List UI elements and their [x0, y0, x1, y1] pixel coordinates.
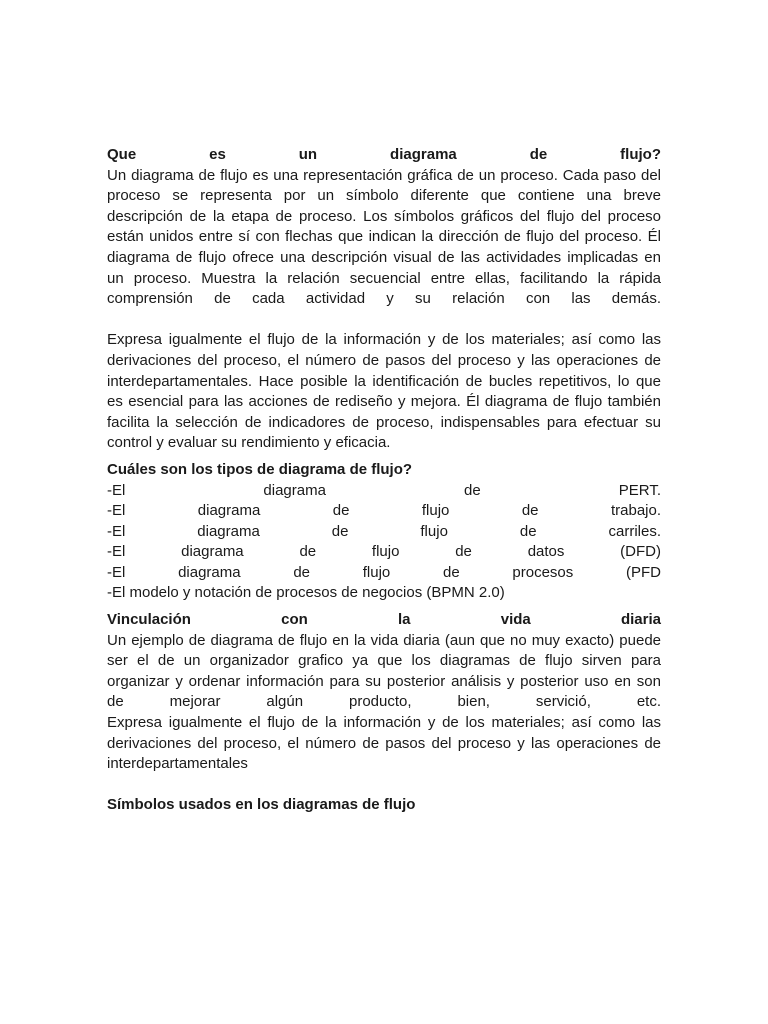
text-line: un proceso. Muestra la relación secuencial entre ellas, facilitando la rápida	[107, 269, 661, 287]
text-line: control y evaluar su rendimiento y eficacia.	[107, 434, 391, 452]
text-line: organizar y ordenar información para su posterior análisis y posterior uso en son	[107, 672, 661, 690]
list-item: -El diagrama de flujo de procesos (PFD	[107, 563, 661, 581]
section-heading-tipos: Cuáles son los tipos de diagrama de flujo?	[107, 460, 413, 478]
text-line: es esencial para las acciones de rediseño y mejora. Él diagrama de flujo también	[107, 393, 661, 411]
text-line: proceso se representa por un símbolo diferente que contiene una breve	[107, 187, 661, 205]
list-item: -El modelo y notación de procesos de negocios (BPMN 2.0)	[107, 584, 505, 602]
text-line: están unidos entre sí con flechas que indican la dirección de flujo del proceso. Él	[107, 228, 661, 246]
paragraph-spacer	[107, 775, 661, 796]
types-list	[107, 481, 661, 605]
text-line: Expresa igualmente el flujo de la información y de los materiales; así como las	[107, 331, 661, 349]
text-line: comprensión de cada actividad y su relación con las demás.	[107, 290, 661, 308]
section-heading-que-es: Que es un diagrama de flujo?	[107, 146, 661, 163]
list-item: -El diagrama de PERT.	[107, 481, 661, 499]
document-body	[107, 145, 661, 816]
text-line: interdepartamentales. Hace posible la identificación de bucles repetitivos, lo que	[107, 372, 661, 390]
paragraph-spacer	[107, 310, 661, 331]
list-item: -El diagrama de flujo de datos (DFD)	[107, 543, 661, 561]
section-heading-vinculacion: Vinculación con la vida diaria	[107, 611, 661, 629]
paragraph-definition	[107, 166, 661, 310]
text-line: facilita la selección de indicadores de proceso, indispensables para efectuar su	[107, 413, 661, 431]
text-line: derivaciones del proceso, el número de pasos del proceso y las operaciones de	[107, 734, 661, 752]
paragraph-vinculacion	[107, 631, 661, 775]
text-line: Un ejemplo de diagrama de flujo en la vida diaria (aun que no muy exacto) puede	[107, 631, 661, 649]
list-item: -El diagrama de flujo de carriles.	[107, 522, 661, 540]
text-line: derivaciones del proceso, el número de pasos del proceso y las operaciones de	[107, 351, 661, 369]
text-line: diagrama de flujo ofrece una descripción visual de las actividades implicadas en	[107, 248, 661, 266]
text-line: ser el de un organizador grafico ya que los diagramas de flujo sirven para	[107, 652, 661, 670]
text-line: descripción de la etapa de proceso. Los símbolos gráficos del flujo del proceso	[107, 207, 661, 225]
text-line: de mejorar algún producto, bien, servició, etc.	[107, 693, 661, 711]
section-heading-simbolos: Símbolos usados en los diagramas de flujo	[107, 796, 416, 814]
text-line: Expresa igualmente el flujo de la información y de los materiales; así como las	[107, 714, 661, 732]
text-line: Un diagrama de flujo es una representación gráfica de un proceso. Cada paso del	[107, 166, 661, 184]
paragraph-expresa	[107, 330, 661, 454]
text-line: interdepartamentales	[107, 755, 248, 773]
list-item: -El diagrama de flujo de trabajo.	[107, 502, 661, 520]
